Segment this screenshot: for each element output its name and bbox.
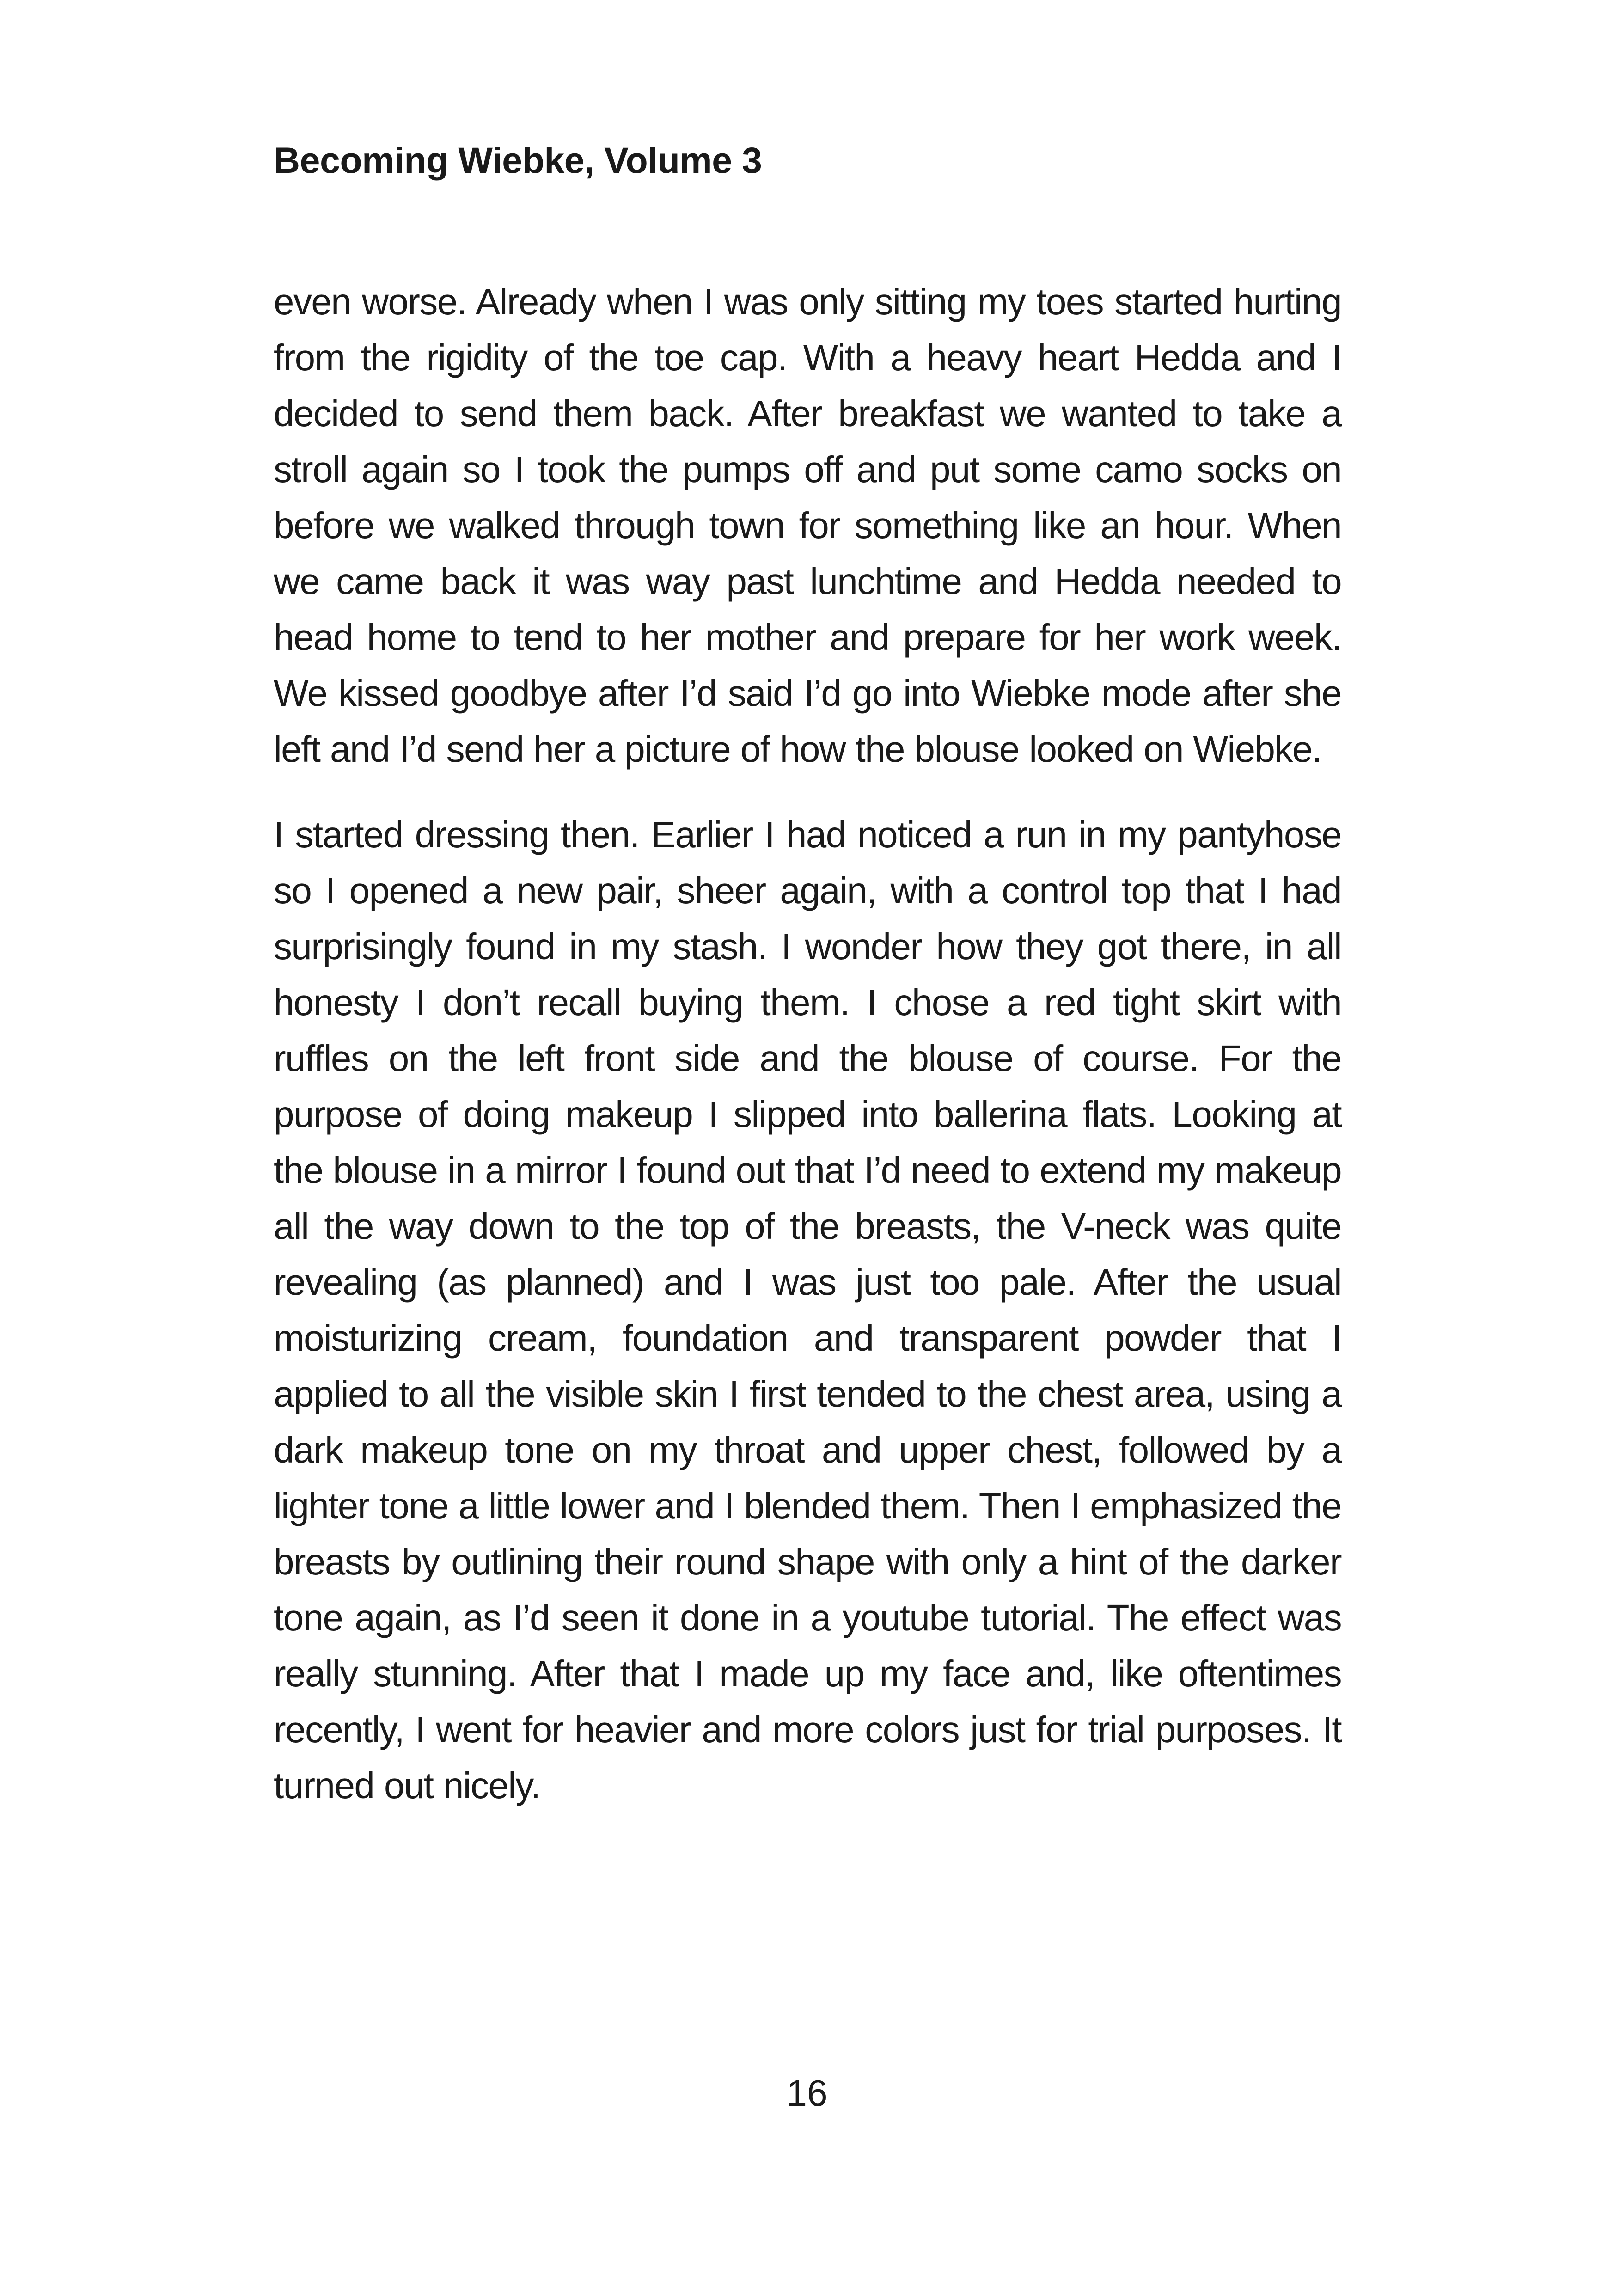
page-number: 16	[786, 2072, 828, 2113]
paragraph-1: even worse. Already when I was only sitting my toes started hurting from the rigidity of the toe cap. With a heavy heart Hedda and I decided to send them back. After breakfast we wanted to take a stroll again so I took the pumps off and put some camo socks on before we walked through town for something like an hour. When we came back it was way past lunchtime and Hedda needed to head home to tend to her mother and prepare for her work week. We kissed goodbye after I’d said I’d go into Wiebke mode after she left and I’d send her a picture of how the blouse looked on Wiebke.	[274, 281, 1341, 770]
body-text	[274, 274, 1341, 1843]
paragraph-2: I started dressing then. Earlier I had noticed a run in my pantyhose so I opened a new pair, sheer again, with a control top that I had surprisingly found in my stash. I wonder how they got there, in all honesty I don’t recall buying them. I chose a red tight skirt with ruffles on the left front side and the blouse of course. For the purpose of doing makeup I slipped into ballerina flats. Looking at the blouse in a mirror I found out that I’d need to extend my makeup all the way down to the top of the breasts, the V-neck was quite revealing (as planned) and I was just too pale. After the usual moisturizing cream, foundation and transparent powder that I applied to all the visible skin I first tended to the chest area, using a dark makeup tone on my throat and upper chest, followed by a lighter tone a little lower and I blended them. Then I emphasized the breasts by outlining their round shape with only a hint of the darker tone again, as I’d seen it done in a youtube tutorial. The effect was really stunning. After that I made up my face and, like oftentimes recently, I went for heavier and more colors just for trial purposes. It turned out nicely.	[274, 814, 1341, 1806]
running-header: Becoming Wiebke, Volume 3	[274, 140, 762, 181]
